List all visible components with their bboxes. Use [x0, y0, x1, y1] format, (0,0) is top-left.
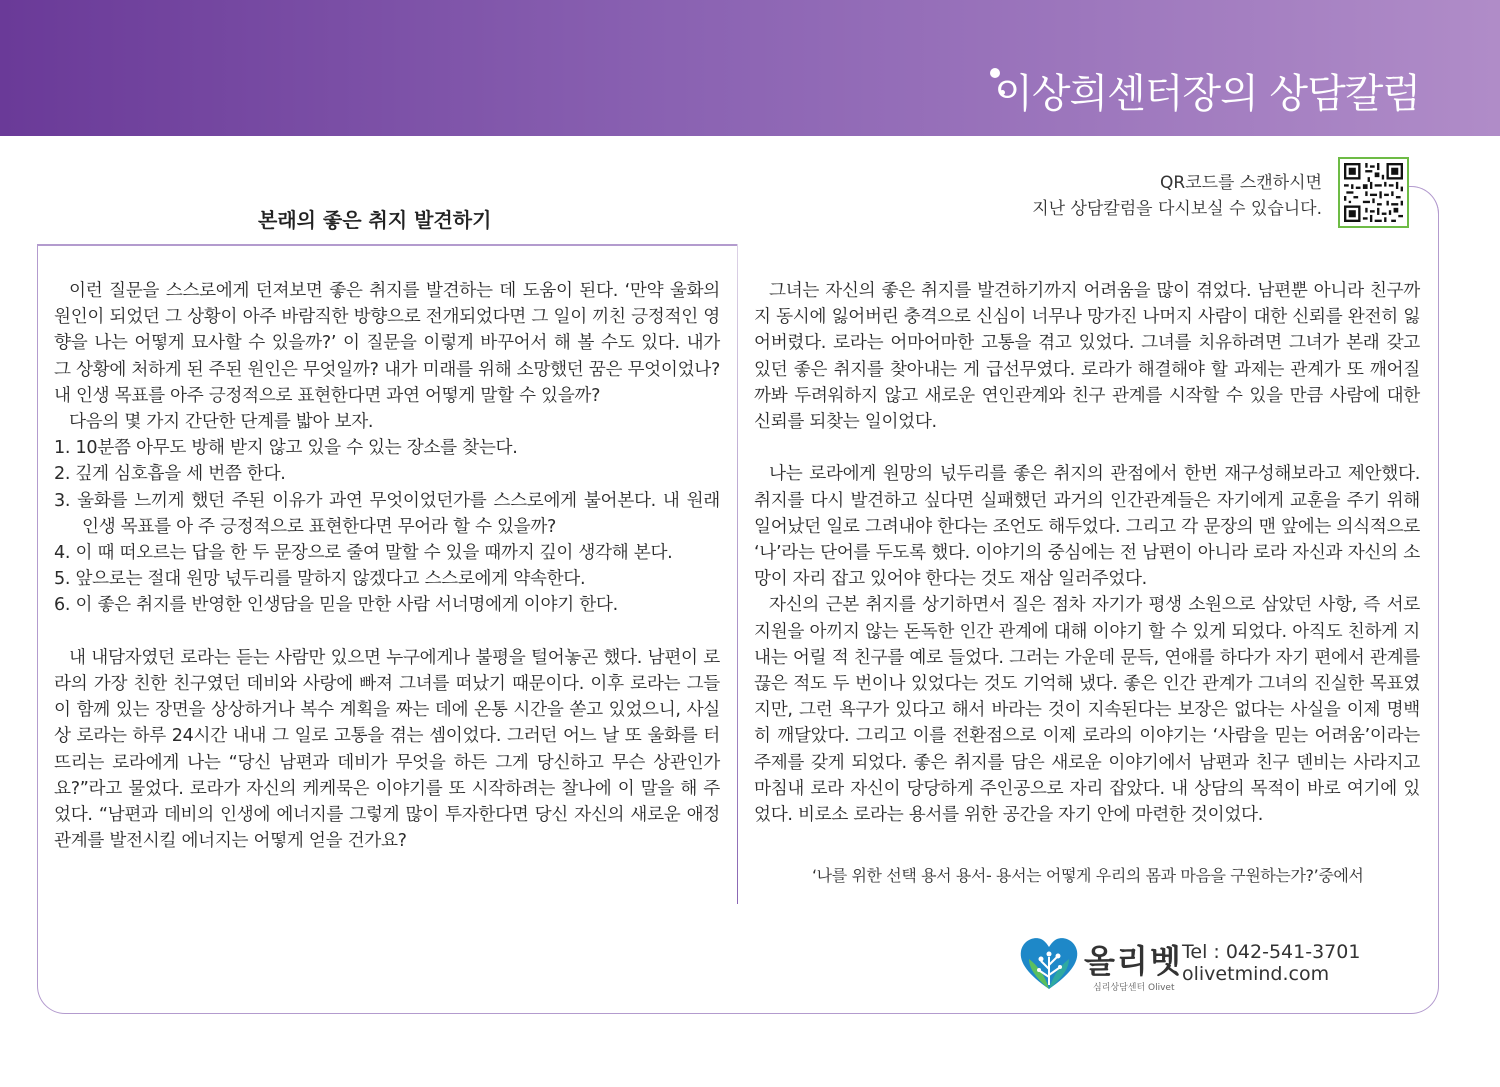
article-right-column [754, 278, 1420, 828]
step-item: 6. 이 좋은 취지를 반영한 인생담을 믿을 만한 사람 서너명에게 이야기 한다. [54, 595, 618, 616]
right-paragraph-3: 자신의 근본 취지를 상기하면서 질은 점차 자기가 평생 소원으로 삼았던 사항, 즉 서로 지원을 아끼지 않는 돈독한 인간 관계에 대해 이야기 할 수 있게 되었다. 아직도 친하게 지내는 어릴 적 친구를 예로 들었다. 그러는 가운데 문득, 연애를 하다가 자기 편에서 관계를 끊은 적도 두 번이나 있었다는 것도 기억해 냈다. 좋은 인간 관계가 그녀의 진실한 목표였지만, 그런 욕구가 있다고 해서 바라는 것이 지속된다는 보장은 없다는 사실을 이제 명백히 깨달았다. 그리고 이를 전환점으로 이제 로라의 이야기는 ‘사람을 믿는 어려움’이라는 주제를 갖게 되었다. 좋은 취지를 담은 새로운 이야기에서 남편과 친구 덴비는 사라지고 마침내 로라 자신이 당당하게 주인공으로 자리 잡았다. 내 상담의 목적이 바로 여기에 있었다. 비로소 로라는 용서를 위한 공간을 자기 안에 마련한 것이었다. [754, 595, 1421, 826]
right-paragraph-2: 나는 로라에게 원망의 넋두리를 좋은 취지의 관점에서 한번 재구성해보라고 제안했다. 취지를 다시 발견하고 싶다면 실패했던 과거의 인간관계들은 자기에게 교훈을 주기 위해 일어났던 일로 그려내야 한다는 조언도 해두었다. 그리고 각 문장의 맨 앞에는 의식적으로 ‘나’라는 단어를 두도록 했다. 이야기의 중심에는 전 남편이 아니라 로라 자신과 자신의 소망이 자리 잡고 있어야 한다는 것도 재삼 일러주었다. [754, 464, 1420, 590]
logo-subtitle: 심리상담센터 Olivet [1093, 983, 1175, 993]
step-item: 5. 앞으로는 절대 원망 넋두리를 말하지 않겠다고 스스로에게 약속한다. [54, 569, 586, 590]
olivet-heart-logo-icon [1019, 935, 1079, 991]
step-item: 2. 깊게 심호흡을 세 번쯤 한다. [54, 464, 286, 485]
column-divider [737, 244, 738, 904]
frame-top-rule [37, 244, 737, 246]
left-paragraph-1: 이런 질문을 스스로에게 던져보면 좋은 취지를 발견하는 데 도움이 된다. ‘만약 울화의 원인이 되었던 그 상황이 아주 바람직한 방향으로 전개되었다면 그 일이 끼친 긍정적인 영향을 나는 어떻게 묘사할 수 있을까?’ 이 질문을 이렇게 바꾸어서 해 볼 수도 있다. 내가 그 상황에 처하게 된 주된 원인은 무엇일까? 내가 미래를 위해 소망했던 꿈은 무엇이었나? 내 인생 목표를 아주 긍정적으로 표현한다면 과연 어떻게 말할 수 있을까? [54, 281, 720, 406]
left-paragraph-3: 내 내담자였던 로라는 듣는 사람만 있으면 누구에게나 불평을 털어놓곤 했다. 남편이 로라의 가장 친한 친구였던 데비와 사랑에 빠져 그녀를 떠났기 때문이다. 이후 로라는 그들이 함께 있는 장면을 상상하거나 복수 계획을 짜는 데에 온통 시간을 쏟고 있었으니, 사실상 로라는 하루 24시간 내내 그 일로 고통을 겪는 셈이었다. 그러던 어느 날 또 울화를 터뜨리는 로라에게 나는 “당신 남편과 데비가 무엇을 하든 그게 당신하고 무슨 상관인가요?”라고 물었다. 로라가 자신의 케케묵은 이야기를 또 시작하려는 찰나에 이 말을 해 주었다. “남편과 데비의 인생에 에너지를 그렇게 많이 투자한다면 당신 자신의 새로운 애정 관계를 발전시킬 에너지는 어떻게 얻을 건가요? [54, 647, 721, 852]
source-quote: ‘나를 위한 선택 용서 용서- 용서는 어떻게 우리의 몸과 마음을 구원하는가?’중에서 [812, 866, 1364, 885]
logo-name: 올리벳 [1084, 942, 1183, 980]
frame-corner [1408, 186, 1439, 216]
contact-website[interactable]: olivetmind.com [1182, 963, 1330, 985]
page-title: 이상희센터장의 상담칼럼 [994, 71, 1420, 117]
right-paragraph-1: 그녀는 자신의 좋은 취지를 발견하기까지 어려움을 많이 겪었다. 남편뿐 아니라 친구까지 동시에 잃어버린 충격으로 신심이 너무나 망가진 나머지 사람이 대한 신뢰를 완전히 잃어버렸다. 로라는 어마어마한 고통을 겪고 있었다. 그녀를 치유하려면 그녀가 본래 갖고 있던 좋은 취지를 찾아내는 게 급선무였다. 로라가 해결해야 할 과제는 관계가 또 깨어질까봐 두려워하지 않고 새로운 연인관계와 친구 관계를 시작할 수 있을 만큼 사람에 대한 신뢰를 되찾는 일이었다. [754, 281, 1421, 433]
qr-code-icon [1344, 163, 1403, 222]
qr-caption [1032, 170, 1322, 222]
article-title: 본래의 좋은 취지 발견하기 [258, 208, 492, 232]
step-item: 4. 이 때 떠오르는 답을 한 두 문장으로 줄여 말할 수 있을 때까지 깊이 생각해 본다. [54, 543, 673, 564]
contact-phone: Tel : 042-541-3701 [1182, 941, 1361, 963]
step-item: 1. 10분쯤 아무도 방해 받지 않고 있을 수 있는 장소를 찾는다. [54, 438, 518, 459]
left-paragraph-2: 다음의 몇 가지 간단한 단계를 밟아 보자. [69, 412, 374, 433]
qr-code[interactable] [1338, 157, 1409, 228]
qr-caption-line1: QR코드를 스캔하시면 [1160, 173, 1322, 193]
qr-caption-line2: 지난 상담칼럼을 다시보실 수 있습니다. [1032, 199, 1322, 219]
step-item: 3. 울화를 느끼게 했던 주된 이유가 과연 무엇이었던가를 스스로에게 불어본다. 내 원래 인생 목표를 아 주 긍정적으로 표현한다면 무어라 할 수 있을까? [54, 490, 720, 537]
article-left-column [54, 278, 720, 854]
header-banner [0, 0, 1500, 136]
